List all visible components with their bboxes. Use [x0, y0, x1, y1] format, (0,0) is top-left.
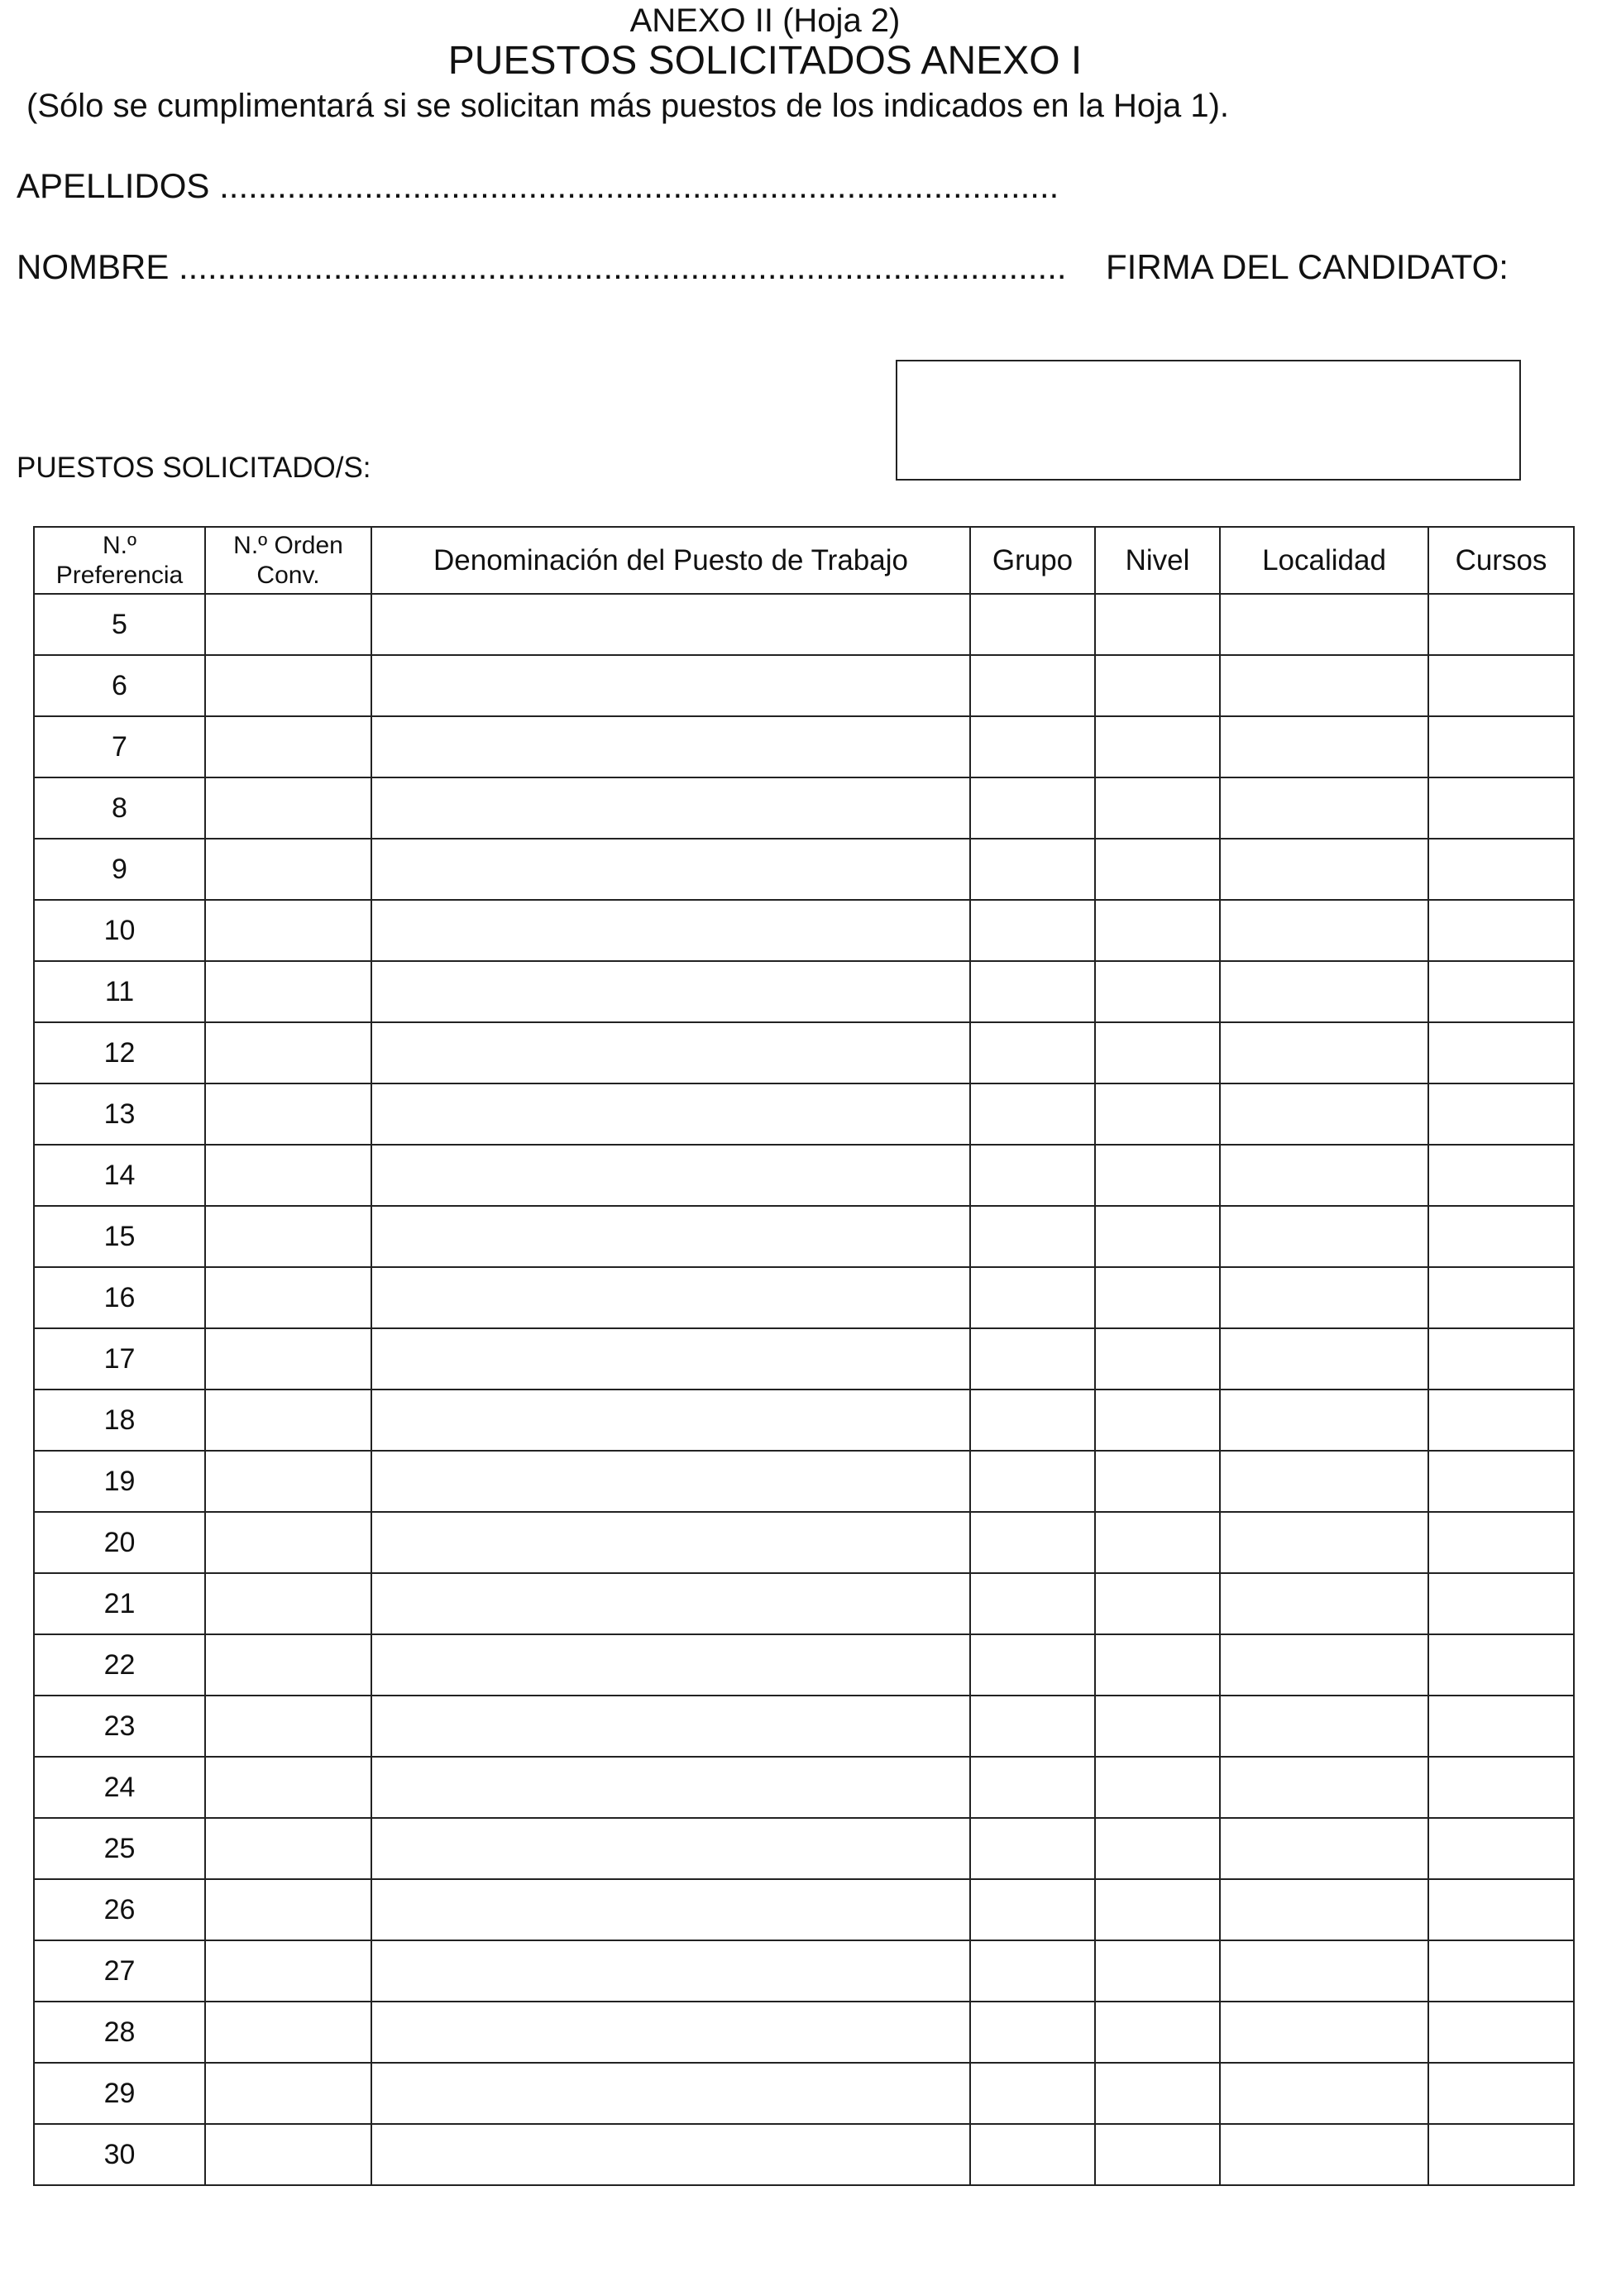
table-row [34, 1206, 1574, 1267]
denomination-cell[interactable] [371, 594, 970, 655]
table-row [34, 1818, 1574, 1879]
denomination-cell[interactable] [371, 716, 970, 777]
denomination-cell[interactable] [371, 900, 970, 961]
table-row [34, 1145, 1574, 1206]
level-cell[interactable] [1095, 839, 1220, 900]
group-cell[interactable] [970, 961, 1095, 1022]
order-cell[interactable] [205, 839, 371, 900]
courses-cell[interactable] [1428, 1022, 1574, 1083]
locality-cell[interactable] [1220, 1512, 1428, 1573]
name-field[interactable]: NOMBRE ............................................................................................ [17, 247, 1067, 286]
order-cell[interactable] [205, 1083, 371, 1145]
order-cell[interactable] [205, 2002, 371, 2063]
level-cell[interactable] [1095, 777, 1220, 839]
table-row [34, 1022, 1574, 1083]
courses-cell[interactable] [1428, 839, 1574, 900]
group-cell[interactable] [970, 1634, 1095, 1696]
denomination-cell[interactable] [371, 1328, 970, 1390]
level-cell[interactable] [1095, 1267, 1220, 1328]
group-cell[interactable] [970, 594, 1095, 655]
courses-cell[interactable] [1428, 1757, 1574, 1818]
courses-cell[interactable] [1428, 2063, 1574, 2124]
denomination-cell[interactable] [371, 1390, 970, 1451]
group-cell[interactable] [970, 1022, 1095, 1083]
group-cell[interactable] [970, 716, 1095, 777]
table-row [34, 777, 1574, 839]
table-row [34, 594, 1574, 655]
group-cell[interactable] [970, 1267, 1095, 1328]
table-row [34, 2002, 1574, 2063]
group-cell[interactable] [970, 1757, 1095, 1818]
level-cell[interactable] [1095, 2124, 1220, 2185]
courses-cell[interactable] [1428, 1206, 1574, 1267]
preference-number: 24 [34, 1757, 205, 1818]
locality-cell[interactable] [1220, 1634, 1428, 1696]
denomination-cell[interactable] [371, 839, 970, 900]
group-cell[interactable] [970, 1573, 1095, 1634]
table-row [34, 1451, 1574, 1512]
denomination-cell[interactable] [371, 1267, 970, 1328]
level-cell[interactable] [1095, 2063, 1220, 2124]
level-cell[interactable] [1095, 1818, 1220, 1879]
level-cell[interactable] [1095, 1328, 1220, 1390]
order-cell[interactable] [205, 1940, 371, 2002]
locality-cell[interactable] [1220, 1022, 1428, 1083]
level-cell[interactable] [1095, 655, 1220, 716]
level-cell[interactable] [1095, 1206, 1220, 1267]
table-row [34, 1696, 1574, 1757]
preference-number: 16 [34, 1267, 205, 1328]
preference-number: 30 [34, 2124, 205, 2185]
column-header-denomination: Denominación del Puesto de Trabajo [371, 527, 970, 594]
denomination-cell[interactable] [371, 1451, 970, 1512]
surname-field[interactable]: APELLIDOS ....................................................................................... [17, 166, 1059, 205]
denomination-cell[interactable] [371, 2124, 970, 2185]
order-cell[interactable] [205, 961, 371, 1022]
preference-number: 7 [34, 716, 205, 777]
order-cell[interactable] [205, 1879, 371, 1940]
courses-cell[interactable] [1428, 1390, 1574, 1451]
locality-cell[interactable] [1220, 716, 1428, 777]
courses-cell[interactable] [1428, 2124, 1574, 2185]
preference-number: 11 [34, 961, 205, 1022]
level-cell[interactable] [1095, 1083, 1220, 1145]
column-header-locality: Localidad [1220, 527, 1428, 594]
group-cell[interactable] [970, 2124, 1095, 2185]
table-row [34, 2124, 1574, 2185]
courses-cell[interactable] [1428, 777, 1574, 839]
table-row [34, 1757, 1574, 1818]
courses-cell[interactable] [1428, 1267, 1574, 1328]
group-cell[interactable] [970, 655, 1095, 716]
positions-label: PUESTOS SOLICITADO/S: [17, 452, 371, 484]
table-row [34, 1512, 1574, 1573]
column-header-order-line2: Conv. [256, 561, 320, 589]
column-header-preference-line2: Preferencia [55, 561, 184, 589]
preference-number: 12 [34, 1022, 205, 1083]
order-cell[interactable] [205, 2063, 371, 2124]
preference-number: 29 [34, 2063, 205, 2124]
courses-cell[interactable] [1428, 1696, 1574, 1757]
level-cell[interactable] [1095, 1757, 1220, 1818]
denomination-cell[interactable] [371, 1573, 970, 1634]
order-cell[interactable] [205, 1634, 371, 1696]
table-row [34, 961, 1574, 1022]
order-cell[interactable] [205, 900, 371, 961]
preference-number: 9 [34, 839, 205, 900]
preference-number: 28 [34, 2002, 205, 2063]
column-header-preference [34, 527, 205, 594]
denomination-cell[interactable] [371, 1818, 970, 1879]
preference-number: 22 [34, 1634, 205, 1696]
denomination-cell[interactable] [371, 961, 970, 1022]
denomination-cell[interactable] [371, 1083, 970, 1145]
locality-cell[interactable] [1220, 2124, 1428, 2185]
column-header-order [205, 527, 371, 594]
table-row [34, 1634, 1574, 1696]
table-row [34, 1573, 1574, 1634]
courses-cell[interactable] [1428, 1083, 1574, 1145]
level-cell[interactable] [1095, 1145, 1220, 1206]
order-cell[interactable] [205, 1757, 371, 1818]
preference-number: 26 [34, 1879, 205, 1940]
locality-cell[interactable] [1220, 1206, 1428, 1267]
positions-table [33, 526, 1575, 2186]
locality-cell[interactable] [1220, 839, 1428, 900]
denomination-cell[interactable] [371, 1757, 970, 1818]
order-cell[interactable] [205, 2124, 371, 2185]
column-header-level: Nivel [1095, 527, 1220, 594]
denomination-cell[interactable] [371, 1206, 970, 1267]
locality-cell[interactable] [1220, 1757, 1428, 1818]
table-body [34, 594, 1574, 2185]
table-row [34, 2063, 1574, 2124]
denomination-cell[interactable] [371, 1022, 970, 1083]
group-cell[interactable] [970, 1512, 1095, 1573]
group-cell[interactable] [970, 1940, 1095, 2002]
denomination-cell[interactable] [371, 777, 970, 839]
table-row [34, 1879, 1574, 1940]
order-cell[interactable] [205, 1451, 371, 1512]
group-cell[interactable] [970, 1145, 1095, 1206]
locality-cell[interactable] [1220, 655, 1428, 716]
instructions-text: (Sólo se cumplimentará si se solicitan más puestos de los indicados en la Hoja 1). [26, 88, 1230, 124]
order-cell[interactable] [205, 594, 371, 655]
locality-cell[interactable] [1220, 1451, 1428, 1512]
level-cell[interactable] [1095, 1879, 1220, 1940]
denomination-cell[interactable] [371, 1879, 970, 1940]
order-cell[interactable] [205, 1145, 371, 1206]
locality-cell[interactable] [1220, 2063, 1428, 2124]
locality-cell[interactable] [1220, 1267, 1428, 1328]
group-cell[interactable] [970, 1083, 1095, 1145]
table-row [34, 1328, 1574, 1390]
preference-number: 17 [34, 1328, 205, 1390]
table-row [34, 1267, 1574, 1328]
table-row [34, 1940, 1574, 2002]
level-cell[interactable] [1095, 1512, 1220, 1573]
level-cell[interactable] [1095, 1573, 1220, 1634]
level-cell[interactable] [1095, 1390, 1220, 1451]
group-cell[interactable] [970, 2002, 1095, 2063]
column-header-courses: Cursos [1428, 527, 1574, 594]
order-cell[interactable] [205, 1022, 371, 1083]
preference-number: 19 [34, 1451, 205, 1512]
preference-number: 23 [34, 1696, 205, 1757]
group-cell[interactable] [970, 777, 1095, 839]
group-cell[interactable] [970, 1390, 1095, 1451]
denomination-cell[interactable] [371, 1696, 970, 1757]
order-cell[interactable] [205, 716, 371, 777]
denomination-cell[interactable] [371, 1512, 970, 1573]
locality-cell[interactable] [1220, 1696, 1428, 1757]
group-cell[interactable] [970, 1451, 1095, 1512]
preference-number: 15 [34, 1206, 205, 1267]
group-cell[interactable] [970, 1879, 1095, 1940]
order-cell[interactable] [205, 1512, 371, 1573]
table-row [34, 900, 1574, 961]
preference-number: 8 [34, 777, 205, 839]
locality-cell[interactable] [1220, 777, 1428, 839]
locality-cell[interactable] [1220, 1573, 1428, 1634]
locality-cell[interactable] [1220, 961, 1428, 1022]
level-cell[interactable] [1095, 716, 1220, 777]
order-cell[interactable] [205, 1390, 371, 1451]
denomination-cell[interactable] [371, 1940, 970, 2002]
locality-cell[interactable] [1220, 1390, 1428, 1451]
locality-cell[interactable] [1220, 594, 1428, 655]
table-row [34, 655, 1574, 716]
order-cell[interactable] [205, 655, 371, 716]
level-cell[interactable] [1095, 900, 1220, 961]
level-cell[interactable] [1095, 1451, 1220, 1512]
preference-number: 13 [34, 1083, 205, 1145]
group-cell[interactable] [970, 1206, 1095, 1267]
order-cell[interactable] [205, 1818, 371, 1879]
locality-cell[interactable] [1220, 900, 1428, 961]
column-header-group: Grupo [970, 527, 1095, 594]
group-cell[interactable] [970, 1818, 1095, 1879]
preference-number: 27 [34, 1940, 205, 2002]
level-cell[interactable] [1095, 2002, 1220, 2063]
courses-cell[interactable] [1428, 1940, 1574, 2002]
table-row [34, 1083, 1574, 1145]
signature-box[interactable] [896, 360, 1521, 481]
level-cell[interactable] [1095, 594, 1220, 655]
courses-cell[interactable] [1428, 1451, 1574, 1512]
group-cell[interactable] [970, 2063, 1095, 2124]
courses-cell[interactable] [1428, 961, 1574, 1022]
column-header-preference-line1: N.º [103, 531, 136, 559]
page-title: PUESTOS SOLICITADOS ANEXO I [447, 39, 1083, 83]
courses-cell[interactable] [1428, 900, 1574, 961]
order-cell[interactable] [205, 1328, 371, 1390]
courses-cell[interactable] [1428, 2002, 1574, 2063]
level-cell[interactable] [1095, 1634, 1220, 1696]
courses-cell[interactable] [1428, 1818, 1574, 1879]
preference-number: 14 [34, 1145, 205, 1206]
preference-number: 21 [34, 1573, 205, 1634]
table-header-row [34, 527, 1574, 594]
order-cell[interactable] [205, 1206, 371, 1267]
preference-number: 5 [34, 594, 205, 655]
table-row [34, 839, 1574, 900]
preference-number: 20 [34, 1512, 205, 1573]
group-cell[interactable] [970, 1696, 1095, 1757]
denomination-cell[interactable] [371, 2063, 970, 2124]
order-cell[interactable] [205, 1696, 371, 1757]
annex-sheet-label: ANEXO II (Hoja 2) [629, 2, 901, 39]
level-cell[interactable] [1095, 1022, 1220, 1083]
courses-cell[interactable] [1428, 1145, 1574, 1206]
level-cell[interactable] [1095, 961, 1220, 1022]
order-cell[interactable] [205, 777, 371, 839]
courses-cell[interactable] [1428, 1879, 1574, 1940]
preference-number: 10 [34, 900, 205, 961]
locality-cell[interactable] [1220, 2002, 1428, 2063]
table-row [34, 716, 1574, 777]
signature-label: FIRMA DEL CANDIDATO: [1106, 247, 1509, 286]
group-cell[interactable] [970, 900, 1095, 961]
level-cell[interactable] [1095, 1696, 1220, 1757]
preference-number: 18 [34, 1390, 205, 1451]
level-cell[interactable] [1095, 1940, 1220, 2002]
order-cell[interactable] [205, 1267, 371, 1328]
locality-cell[interactable] [1220, 1940, 1428, 2002]
locality-cell[interactable] [1220, 1879, 1428, 1940]
courses-cell[interactable] [1428, 1328, 1574, 1390]
courses-cell[interactable] [1428, 716, 1574, 777]
preference-number: 25 [34, 1818, 205, 1879]
locality-cell[interactable] [1220, 1083, 1428, 1145]
denomination-cell[interactable] [371, 655, 970, 716]
order-cell[interactable] [205, 1573, 371, 1634]
courses-cell[interactable] [1428, 1512, 1574, 1573]
preference-number: 6 [34, 655, 205, 716]
locality-cell[interactable] [1220, 1818, 1428, 1879]
courses-cell[interactable] [1428, 1573, 1574, 1634]
locality-cell[interactable] [1220, 1145, 1428, 1206]
group-cell[interactable] [970, 1328, 1095, 1390]
denomination-cell[interactable] [371, 1634, 970, 1696]
denomination-cell[interactable] [371, 2002, 970, 2063]
denomination-cell[interactable] [371, 1145, 970, 1206]
courses-cell[interactable] [1428, 1634, 1574, 1696]
column-header-order-line1: N.º Orden [233, 531, 343, 559]
courses-cell[interactable] [1428, 594, 1574, 655]
courses-cell[interactable] [1428, 655, 1574, 716]
table-row [34, 1390, 1574, 1451]
locality-cell[interactable] [1220, 1328, 1428, 1390]
group-cell[interactable] [970, 839, 1095, 900]
